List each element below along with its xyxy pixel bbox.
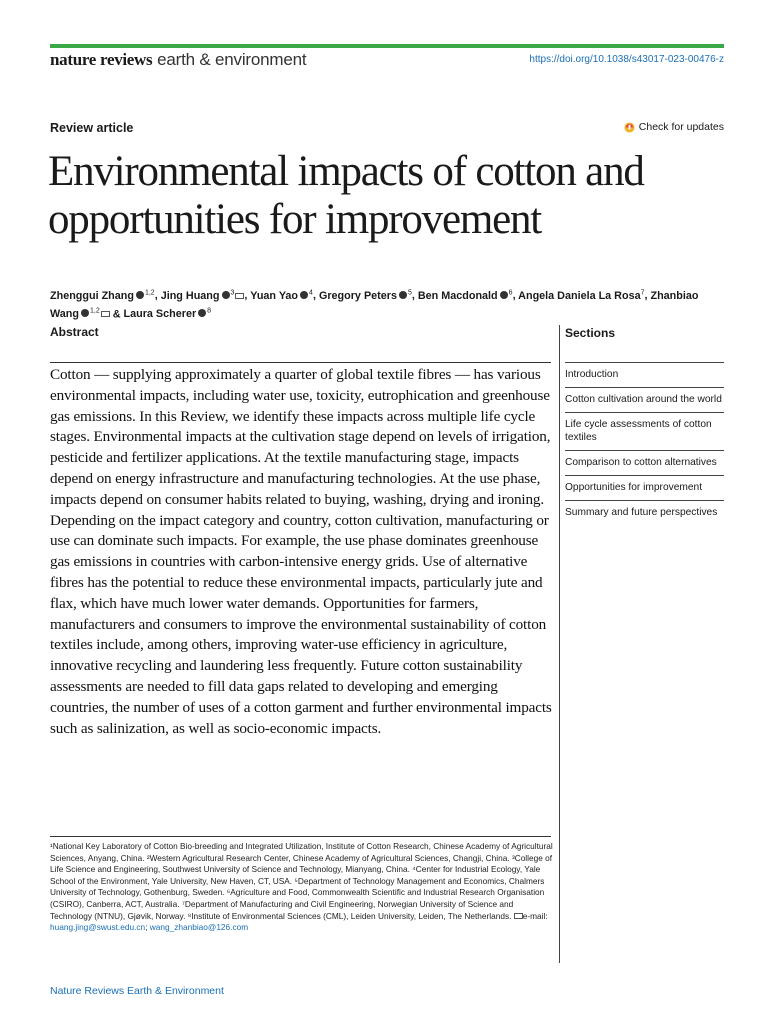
journal-logo[interactable] bbox=[50, 50, 306, 70]
orcid-icon[interactable] bbox=[222, 291, 230, 299]
abstract-heading: Abstract bbox=[50, 325, 99, 339]
orcid-icon[interactable] bbox=[81, 309, 89, 317]
section-link-life-cycle-assessments[interactable]: Life cycle assessments of cotton textiles bbox=[565, 412, 724, 450]
abstract-rule bbox=[50, 362, 551, 363]
section-link-cotton-cultivation[interactable]: Cotton cultivation around the world bbox=[565, 387, 724, 412]
author[interactable] bbox=[418, 290, 513, 302]
email-icon[interactable] bbox=[101, 311, 110, 317]
orcid-icon[interactable] bbox=[198, 309, 206, 317]
author[interactable] bbox=[124, 308, 212, 320]
author-affiliation-number: 3 bbox=[230, 289, 235, 296]
author-affiliation-number: 1,2 bbox=[144, 289, 155, 296]
orcid-icon[interactable] bbox=[399, 291, 407, 299]
email-separator: ; bbox=[145, 922, 150, 933]
orcid-icon[interactable] bbox=[136, 291, 144, 299]
author-affiliation-number: 5 bbox=[407, 289, 412, 296]
author-affiliation-number: 7 bbox=[640, 289, 645, 296]
journal-name-bold: nature reviews bbox=[50, 50, 153, 69]
author-affiliation-number: 8 bbox=[207, 307, 212, 315]
article-type: Review article bbox=[50, 121, 134, 135]
author-name: Gregory Peters bbox=[318, 289, 397, 302]
article-title: Environmental impacts of cotton and opportunities for improvement bbox=[48, 148, 644, 243]
affiliations bbox=[50, 841, 555, 934]
sections-nav bbox=[565, 362, 724, 525]
section-link-opportunities[interactable]: Opportunities for improvement bbox=[565, 475, 724, 500]
author-name: Zhenggui Zhang bbox=[50, 289, 134, 302]
author-name: Jing Huang bbox=[160, 289, 220, 302]
author-list: Zhenggui Zhang $^{1,2}$, Jing Huang $^3$ , Yuan Yao $^4$, Gregory Peters $^5$, Ben Macdonald $^6$, Angela Daniela La Rosa$^7$, Zhanbiao Wang $^{1,2}$ & Laura Scherer $^8$ bbox=[50, 289, 699, 321]
footer-journal-name: Nature Reviews Earth & Environment bbox=[50, 985, 224, 997]
author-name: Angela Daniela La Rosa bbox=[518, 289, 641, 302]
email-link-huang[interactable]: huang.jing@swust.edu.cn bbox=[50, 922, 146, 933]
check-for-updates-button[interactable] bbox=[624, 121, 724, 133]
doi-link[interactable]: https://doi.org/10.1038/s43017-023-00476-z bbox=[529, 54, 724, 65]
email-icon bbox=[514, 913, 523, 919]
author-affiliation-number: 4 bbox=[309, 289, 313, 296]
abstract-text: Cotton — supplying approximately a quarter of global textile fibres — has various environmental impacts, including water use, toxicity, eutrophication and greenhouse gas emissions. In this Review, we identify these impacts across multiple life cycle stages. Environmental impacts at the cultivation stage depend on levels of irrigation, pesticide and fertilizer applications. At the textile manufacturing stage, impacts depend on energy infrastructure and manufacturing technologies. At the use phase, impacts depend on consumer habits related to buying, washing, drying and ironing. Depending on the impact category and country, cotton cultivation, manufacturing or use can dominate such impacts. For example, the use phase dominates greenhouse gas emissions in countries with carbon-intensive energy grids. Use of alternative fibres has the potential to reduce these environmental impacts, particularly jute and flax, which have much lower water demands. Opportunities for farmers, manufacturers and consumers to improve the environmental sustainability of cotton textiles include, among others, improving water-use efficiency in agriculture, innovative recycling and laundering less frequently. Future cotton sustainability assessments are needed to fill data gaps related to developing and emerging countries, the number of uses of a cotton garment and further environmental impacts such as salinization, as well as socio-economic impacts. bbox=[50, 366, 552, 737]
check-updates-label: Check for updates bbox=[638, 121, 724, 133]
author[interactable] bbox=[250, 290, 313, 302]
author-affiliation-number: 6 bbox=[508, 289, 513, 296]
author-name: Yuan Yao bbox=[250, 289, 299, 302]
sections-heading: Sections bbox=[565, 326, 616, 340]
author-affiliation-number: 1,2 bbox=[90, 307, 100, 315]
section-link-introduction[interactable]: Introduction bbox=[565, 362, 724, 387]
affiliations-text: ¹National Key Laboratory of Cotton Bio-breeding and Integrated Utilization, Institute of Cotton Research, Chinese Academy of Agricultural Sciences, Anyang, China. ²Western Agricultural Research Center, Chinese Academy of Agricultural Sciences, Changji, China. ³College of Life Science and Engineering, Southwest University of Science and Technology, Mianyang, China. ⁴Center for Industrial Ecology, Yale School of the Environment, Yale University, New Haven, CT, USA. ⁵Department of Technology Management and Economics, Chalmers University of Technology, Gothenburg, Sweden. ⁶Agriculture and Food, Commonwealth Scientific and Industrial Research Organisation (CSIRO), Canberra, ACT, Australia. ⁷Department of Manufacturing and Civil Engineering, Norwegian University of Science and Technology (NTNU), Gjøvik, Norway. ⁸Institute of Environmental Sciences (CML), Leiden University, Leiden, The Netherlands. bbox=[50, 841, 553, 921]
section-link-comparison-alternatives[interactable]: Comparison to cotton alternatives bbox=[565, 450, 724, 475]
author-name: Zhanbiao Wang bbox=[50, 289, 699, 321]
orcid-icon[interactable] bbox=[500, 291, 508, 299]
author[interactable] bbox=[161, 290, 245, 302]
check-updates-icon bbox=[624, 122, 635, 133]
author-name: Laura Scherer bbox=[123, 308, 197, 321]
email-label: e-mail: bbox=[522, 910, 548, 921]
author[interactable] bbox=[518, 290, 644, 302]
orcid-icon[interactable] bbox=[300, 291, 308, 299]
journal-name-light: earth & environment bbox=[157, 50, 307, 69]
brand-accent-bar bbox=[50, 44, 724, 48]
author[interactable] bbox=[50, 290, 155, 302]
email-icon[interactable] bbox=[235, 293, 244, 299]
author-name: Ben Macdonald bbox=[417, 289, 498, 302]
affiliations-rule bbox=[50, 836, 551, 837]
author[interactable] bbox=[319, 290, 412, 302]
email-link-wang[interactable]: wang_zhanbiao@126.com bbox=[149, 922, 249, 933]
sidebar-divider bbox=[559, 325, 560, 963]
section-link-summary[interactable]: Summary and future perspectives bbox=[565, 500, 724, 525]
